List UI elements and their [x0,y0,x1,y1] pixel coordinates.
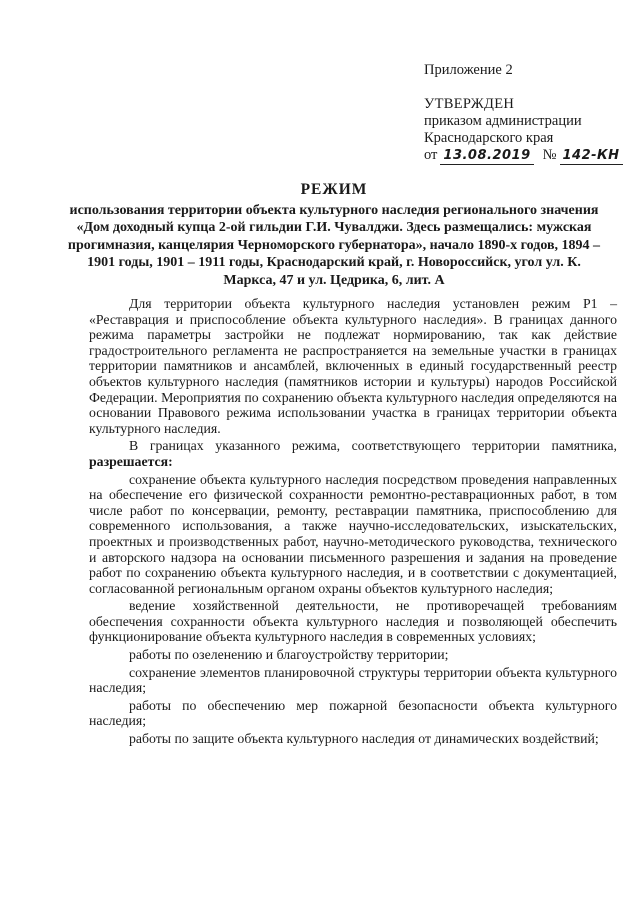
approval-date: 13.08.2019 [440,147,533,165]
list-item-fire-safety: работы по обеспечению мер пожарной безопасности объекта культурного наследия; [89,697,617,729]
list-item-planning-structure: сохранение элементов планировочной структуры территории объекта культурного наследия; [89,664,617,696]
permitted-label: разрешается: [89,453,173,469]
document-heading [60,181,608,289]
approval-block [424,62,629,165]
approval-date-line [424,147,629,165]
document-body [89,296,617,749]
approval-line-1: приказом администрации [424,113,582,129]
date-prefix: от [424,147,438,163]
paragraph-permitted-intro [89,438,617,469]
approval-number: 142-КН [560,147,623,165]
permitted-intro-text: В границах указанного режима, соответствующего территории памятника, [129,438,617,454]
approved-label: УТВЕРЖДЕН [424,96,515,112]
appendix-label: Приложение 2 [424,62,513,78]
list-item-dynamic-protection: работы по защите объекта культурного наследия от динамических воздействий; [129,731,599,747]
document-subtitle: использования территории объекта культурного наследия регионального значения «Дом доходный купца 2-ой гильдии Г.И. Чувалджи. Здесь размещались: мужская прогимназия, канцелярия Черноморского губернатора», начало 1890-х годов, 1894 – 1901 годы, 1901 – 1911 годы, Краснодарский край, г. Новороссийск, угол ул. К. Маркса, 47 и ул. Цедрика, 6, лит. А [67,202,601,288]
document-title: РЕЖИМ [300,181,368,198]
paragraph-regime: Для территории объекта культурного наследия установлен режим Р1 – «Реставрация и приспособление объекта культурного наследия». В границах данного режима параметры застройки не подлежат нормированию, так как действие градостроительного регламента не распространяется на земельные участки в границах территории памятников и ансамблей, включенных в единый государственный реестр объектов культурного наследия (памятников истории и культуры) народов Российской Федерации. Мероприятия по сохранению объекта культурного наследия определяются на основании Правового режима использовании участка в границах территории объекта культурного наследия. [89,296,617,436]
list-item-landscaping: работы по озеленению и благоустройству территории; [129,647,449,663]
list-item-economic-activity: ведение хозяйственной деятельности, не противоречащей требованиям обеспечения сохранности объекта культурного наследия и позволяющей обеспечить функционирование объекта культурного наследия в современных условиях; [89,598,617,645]
approval-line-2: Краснодарского края [424,130,554,146]
list-item-preservation: сохранение объекта культурного наследия посредством проведения направленных на обеспечение его физической сохранности ремонтно-реставрационных работ, в том числе работ по консервации, ремонту, реставрации памятника, приспособлению для современного использования, а также научно-исследовательских, изыскательских, проектных и производственных работ, научно-методического руководства, технического и авторского надзора на основании письменного разрешения и задания на проведение работ по сохранению объекта культурного наследия, и в соответствии с документацией, согласованной региональным органом охраны объектов культурного наследия; [89,471,617,596]
number-prefix: № [542,147,557,163]
